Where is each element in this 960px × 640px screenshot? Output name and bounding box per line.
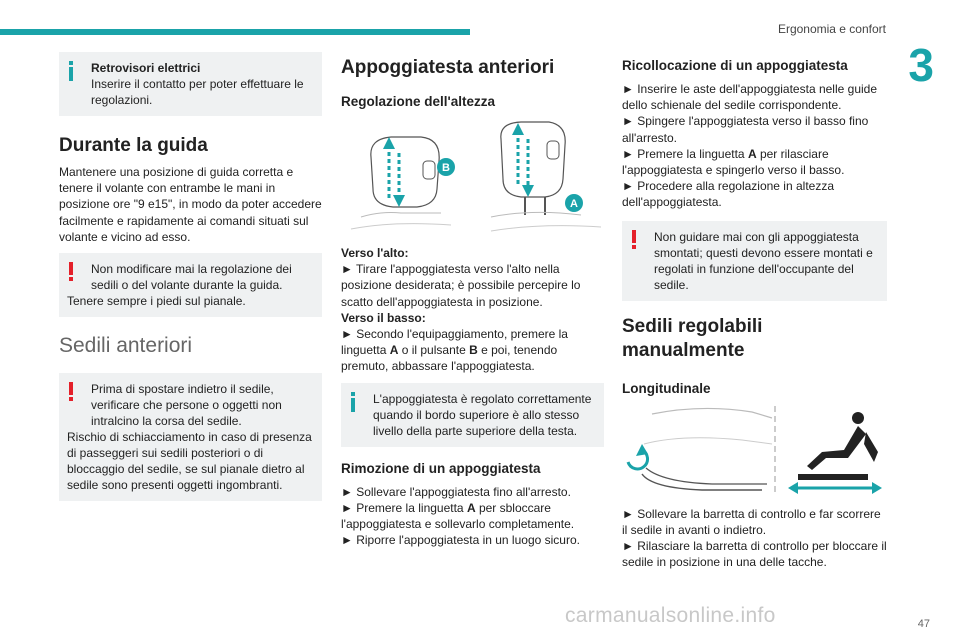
heading-appoggiatesta: Appoggiatesta anteriori [341, 57, 555, 78]
down-label: Verso il basso: [341, 310, 426, 325]
column-1 [59, 52, 322, 515]
warning-text-1: Non modificare mai la regolazione dei sedili o del volante durante la guida. [91, 262, 292, 293]
headrest-warning-text: Non guidare mai con gli appoggiatesta smontati; questi devono essere montati e regolati in funzione dell'occupante del sedile. [654, 229, 873, 292]
up-text: ► Tirare l'appoggiatesta verso l'alto nella posizione desiderata; è possibile percepire lo scatto dell'appoggiatesta in posizione. [341, 262, 581, 309]
down-b: B [469, 343, 478, 358]
removal-step-1: ► Sollevare l'appoggiatesta fino all'arresto. [341, 484, 571, 499]
heading-durante-guida: Durante la guida [59, 135, 208, 156]
warning-icon [67, 381, 91, 403]
heading-sedili-anteriori: Sedili anteriori [59, 334, 193, 358]
mirror-note-text: Inserire il contatto per poter effettuare le regolazioni. [91, 77, 304, 107]
header-accent-bar [0, 29, 470, 35]
reinstall-step-3 [622, 146, 887, 178]
section-title: Ergonomia e confort [777, 22, 886, 36]
headrest-illustration [341, 117, 604, 235]
seat-illustration [622, 404, 887, 496]
seat-warning-text-2: Rischio di schiacciamento in caso di presenza di passeggeri sui sedili posteriori o di bloccaggio del sedile, se sul pianale dietro al sedile sono presenti oggetti ingombranti. [67, 430, 312, 493]
label-b: B [442, 162, 450, 174]
watermark: carmanualsonline.info [565, 604, 776, 627]
headrest-diagram [341, 117, 604, 235]
column-2 [341, 52, 604, 556]
re-3b: A [747, 146, 757, 161]
warning-note-seats [59, 373, 322, 501]
down-paragraph [341, 326, 604, 375]
warning-note-driving [59, 253, 322, 317]
headrest-info-text: L'appoggiatesta è regolato correttamente quando il bordo superiore è allo stesso livello della parte superiore della testa. [373, 391, 592, 438]
removal-2a: ► Premere la linguetta [341, 500, 467, 515]
seat-diagram [622, 404, 887, 496]
driving-paragraph: Mantenere una posizione di guida corretta e tenere il volante con entrambe le mani in posizione ore "9 e15", in modo da poter accedere facilmente e rapidamente ai comandi situati sul volante e vicino ad esso. [59, 165, 322, 244]
down-text-1: ► Secondo l'equipaggiamento, premere la linguetta [341, 327, 568, 358]
warning-note-headrest [622, 221, 887, 301]
removal-step-3: ► Riporre l'appoggiatesta in un luogo sicuro. [341, 533, 580, 548]
column-3 [622, 52, 887, 578]
chapter-number: 3 [908, 39, 934, 91]
down-a: A [389, 343, 399, 358]
info-icon [349, 391, 373, 413]
re-3a: ► Premere la linguetta [622, 146, 748, 161]
removal-2c: per sbloccare l'appoggiatesta e sollevarlo completamente. [341, 500, 575, 532]
warning-icon [67, 261, 91, 283]
reinstall-step-4: ► Procedere alla regolazione in altezza dell'appoggiatesta. [622, 179, 834, 210]
label-a: A [570, 198, 578, 210]
info-note-mirrors [59, 52, 322, 116]
warning-icon [630, 229, 654, 251]
heading-sedili-regolabili: Sedili regolabili manualmente [622, 315, 763, 361]
down-text-3: e poi, tenendo premuto, abbassare l'appoggiatesta. [341, 343, 558, 374]
info-note-headrest [341, 383, 604, 447]
heading-longitudinale: Longitudinale [622, 380, 711, 396]
longitudinal-step-2: ► Rilasciare la barretta di controllo per bloccare il sedile in posizione in una delle tacche. [622, 539, 887, 570]
removal-step-2 [341, 500, 604, 532]
heading-regolazione-altezza: Regolazione dell'altezza [341, 94, 495, 109]
reinstall-step-1: ► Inserire le aste dell'appoggiatesta nelle guide dello schienale del sedile corrispondente. [622, 82, 877, 113]
heading-ricollocazione: Ricollocazione di un appoggiatesta [622, 58, 848, 73]
up-label: Verso l'alto: [341, 246, 409, 260]
longitudinal-step-1: ► Sollevare la barretta di controllo e far scorrere il sedile in avanti o indietro. [622, 506, 881, 537]
seat-warning-text-1: Prima di spostare indietro il sedile, verificare che persone o oggetti non intralcino la corsa del sedile. [91, 382, 282, 429]
removal-2b: A [466, 500, 476, 515]
mirror-note-title: Retrovisori elettrici [91, 61, 201, 75]
info-icon [67, 60, 91, 82]
reinstall-step-2: ► Spingere l'appoggiatesta verso il basso fino all'arresto. [622, 114, 869, 145]
heading-rimozione: Rimozione di un appoggiatesta [341, 460, 541, 476]
down-text-2: o il pulsante [398, 343, 470, 358]
page-number: 47 [917, 618, 930, 630]
re-3c: per rilasciare l'appoggiatesta e spingerlo verso il basso. [622, 146, 845, 178]
warning-text-2: Tenere sempre i piedi sul pianale. [67, 294, 246, 309]
